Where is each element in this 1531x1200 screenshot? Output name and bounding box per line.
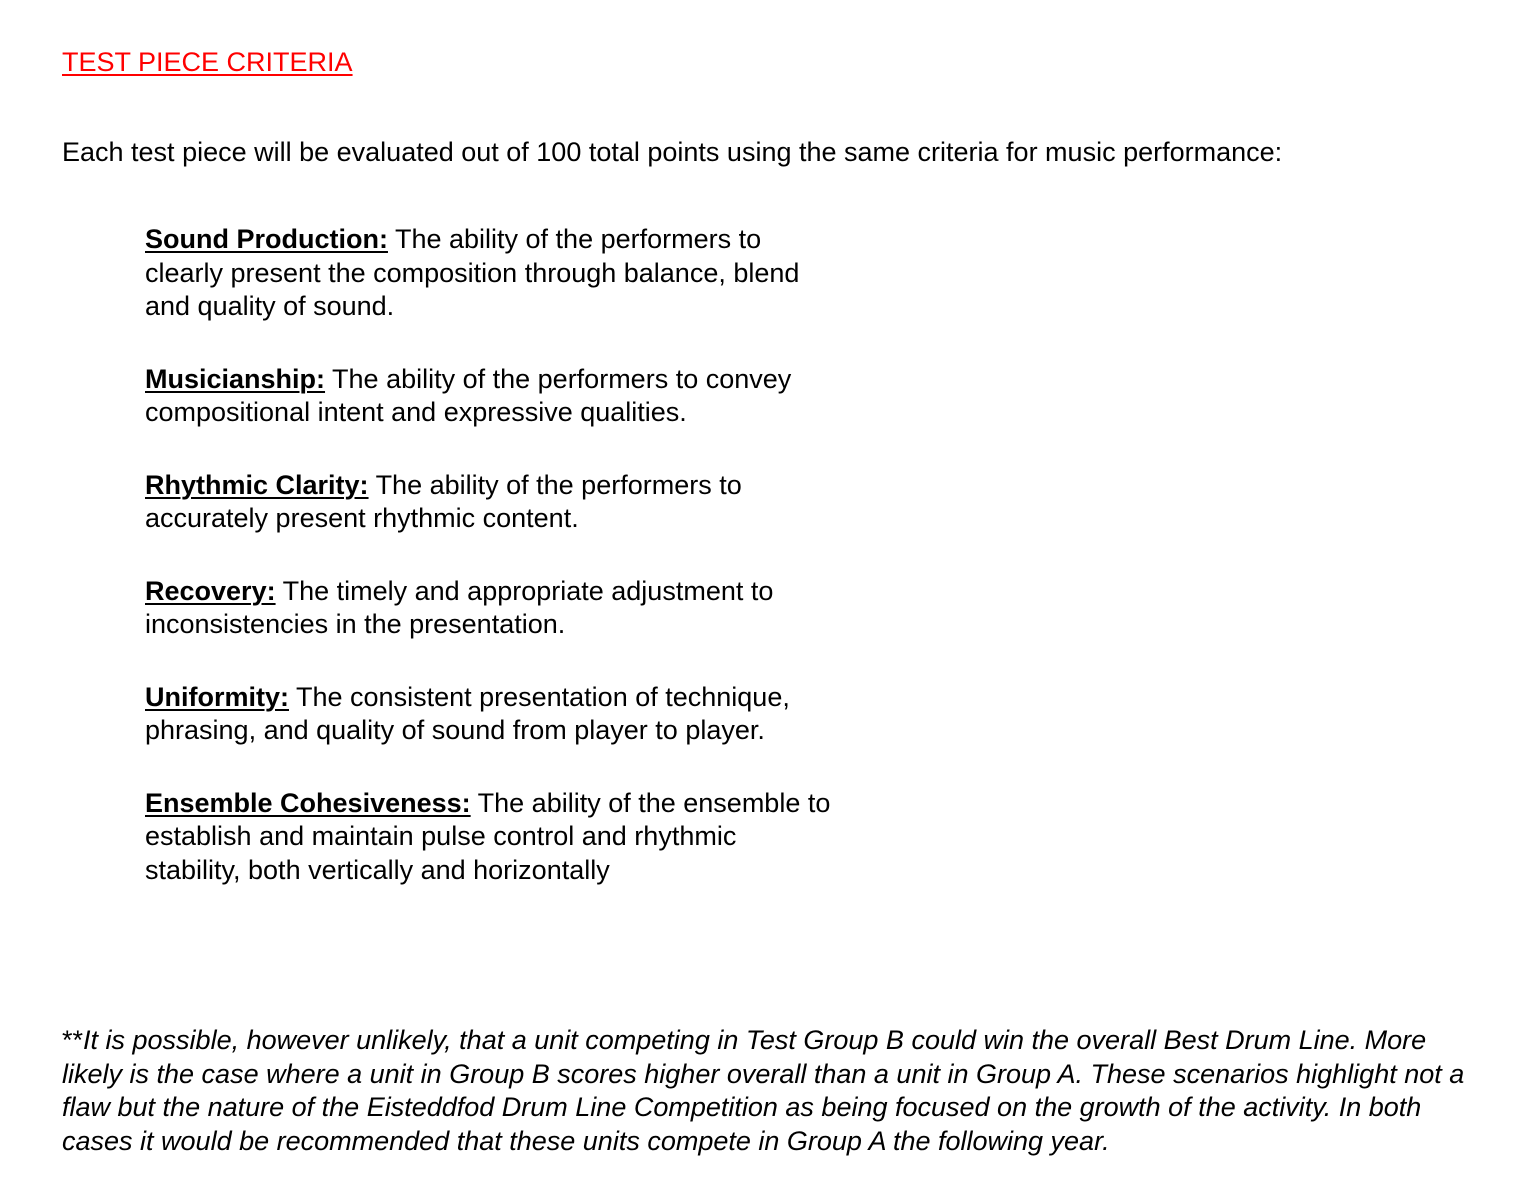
criterion-description: The ability of the ensemble to establish and maintain pulse control and rhythmic stability, both vertically and horizontally: [145, 787, 831, 885]
criterion-term: Sound Production:: [145, 224, 388, 254]
footnote-text: It is possible, however unlikely, that a unit competing in Test Group B could win the overall Best Drum Line. More likely is the case where a unit in Group B scores higher overall than a unit in Group A. These scenarios highlight not a flaw but the nature of the Eisteddfod Drum Line Competition as being focused on the growth of the activity. In both cases it would be recommended that these units compete in Group A the following year.: [62, 1025, 1465, 1156]
criterion-description: The timely and appropriate adjustment to inconsistencies in the presentation.: [145, 575, 774, 639]
footnote-marker: **: [62, 1025, 84, 1055]
criterion-musicianship: [145, 363, 835, 430]
criterion-ensemble-cohesiveness: [145, 787, 835, 888]
criterion-term: Uniformity:: [145, 681, 289, 712]
criterion-description: The ability of the performers to accurately present rhythmic content.: [145, 469, 742, 533]
criteria-list: [145, 223, 835, 926]
criterion-term: Rhythmic Clarity:: [145, 469, 369, 500]
criterion-rhythmic-clarity: [145, 469, 835, 536]
criterion-term: Musicianship:: [145, 363, 326, 394]
criterion-description: The consistent presentation of technique, phrasing, and quality of sound from player to player.: [145, 681, 790, 745]
criterion-sound-production: [145, 223, 835, 324]
criterion-uniformity: [145, 681, 835, 748]
intro-paragraph: Each test piece will be evaluated out of 100 total points using the same criteria for music performance:: [62, 137, 1283, 167]
footnote: [62, 1024, 1472, 1158]
criterion-recovery: [145, 575, 835, 642]
section-heading: TEST PIECE CRITERIA: [62, 47, 353, 77]
criterion-description: The ability of the performers to convey compositional intent and expressive qualities.: [145, 363, 792, 427]
criterion-description: The ability of the performers to clearly present the composition through balance, blend and quality of sound.: [145, 224, 800, 321]
criterion-term: Ensemble Cohesiveness:: [145, 787, 471, 818]
criterion-term: Recovery:: [145, 575, 276, 606]
